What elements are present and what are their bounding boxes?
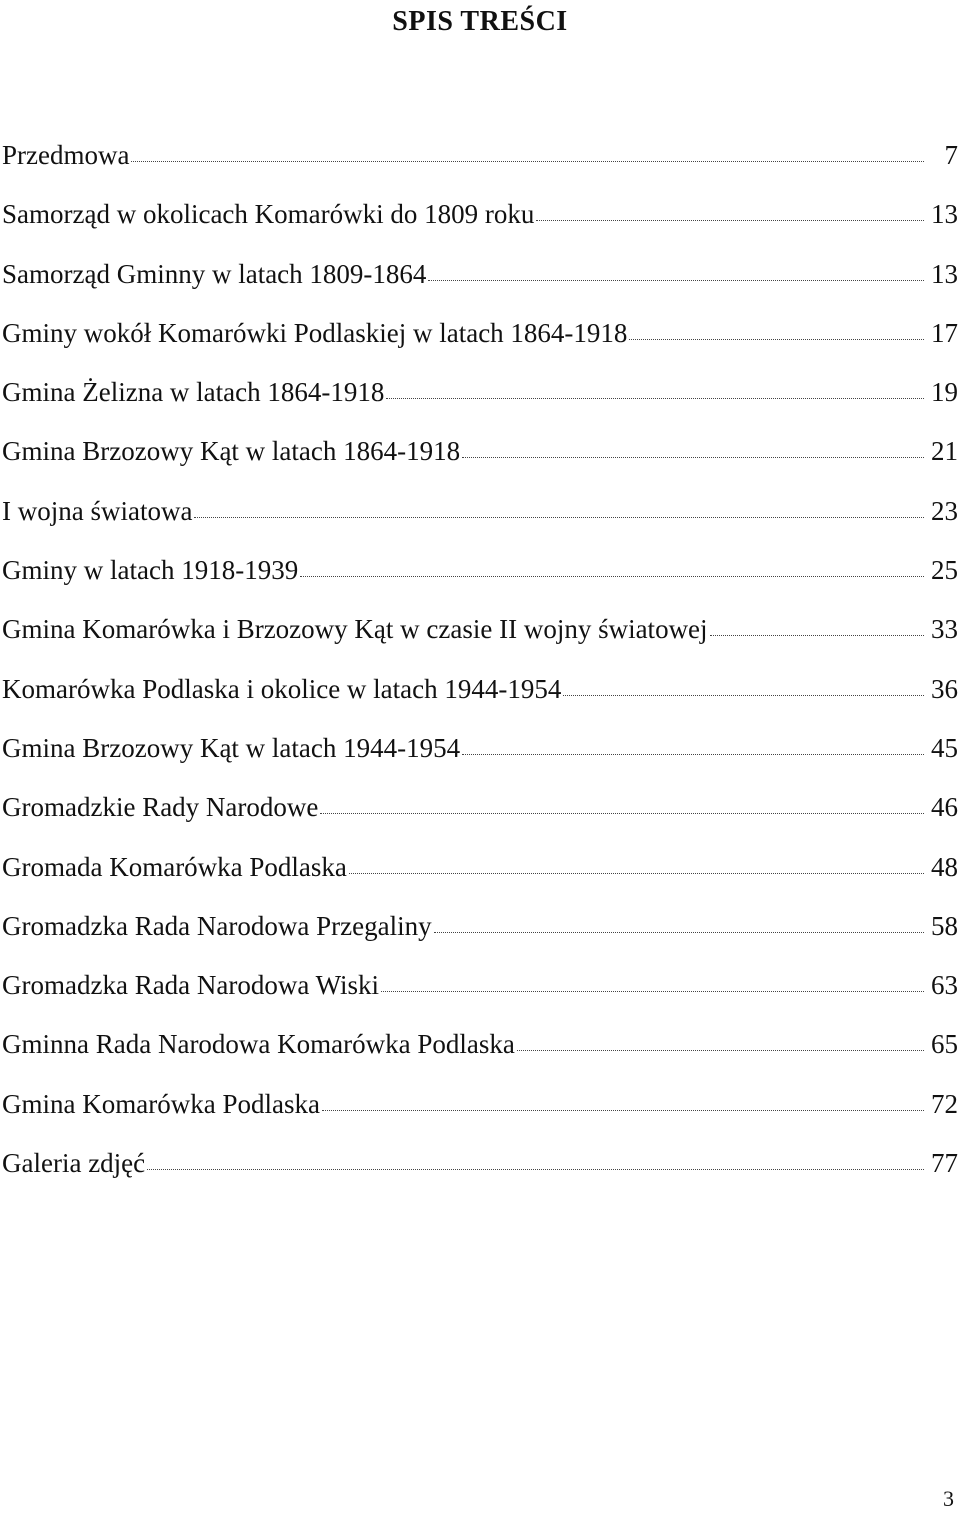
dot-leader [322,1110,924,1111]
dot-leader [381,991,924,992]
dot-leader [320,813,924,814]
dot-leader [349,873,924,874]
toc-entry[interactable] [2,725,958,784]
toc-entry-page: 33 [931,614,958,645]
toc-entry-label: Gmina Brzozowy Kąt w latach 1864-1918 [2,436,461,467]
toc-entry-label: Gmina Żelizna w latach 1864-1918 [2,377,385,408]
toc-entry-page: 46 [931,792,958,823]
toc-entry[interactable] [2,547,958,606]
toc-entry-label: Gromadzka Rada Narodowa Wiski [2,970,380,1001]
toc-entry-page: 7 [944,140,958,170]
dot-leader [386,398,924,399]
toc-entry-page: 77 [931,1148,958,1179]
dot-leader [462,457,924,458]
dot-leader [517,1050,924,1051]
dot-leader [194,517,924,518]
toc-entry-page: 25 [931,555,958,586]
toc-entry[interactable] [2,369,958,428]
toc-entry-page: 45 [931,732,958,763]
toc-entry[interactable] [2,1140,958,1199]
toc-entry[interactable] [2,488,958,547]
dot-leader [629,339,924,340]
toc-entry[interactable] [2,962,958,1021]
dot-leader [300,576,924,577]
toc-entry-page: 48 [931,851,958,882]
dot-leader [563,695,924,696]
toc-entry[interactable] [2,251,958,310]
toc-entry-label: Gminy wokół Komarówki Podlaskiej w latach 1864-1918 [2,317,628,348]
dot-leader [428,280,924,281]
toc-entry[interactable] [2,1081,958,1140]
toc-entry-page: 21 [931,436,958,467]
dot-leader [710,635,924,636]
table-of-contents [2,132,958,1199]
toc-entry-label: Przedmowa [2,140,130,170]
toc-entry[interactable] [2,428,958,487]
toc-entry-label: Gminna Rada Narodowa Komarówka Podlaska [2,1029,515,1060]
toc-entry-label: Gmina Brzozowy Kąt w latach 1944-1954 [2,732,461,763]
toc-entry[interactable] [2,844,958,903]
toc-entry[interactable] [2,191,958,250]
toc-entry-page: 13 [931,199,958,230]
toc-entry[interactable] [2,606,958,665]
toc-entry-label: Gromada Komarówka Podlaska [2,851,347,882]
toc-entry-label: Komarówka Podlaska i okolice w latach 1944-1954 [2,673,562,704]
toc-entry-page: 19 [931,377,958,408]
toc-entry[interactable] [2,1021,958,1080]
toc-entry-label: Gmina Komarówka i Brzozowy Kąt w czasie II wojny światowej [2,614,708,645]
toc-entry[interactable] [2,132,958,191]
toc-entry-label: Gromadzka Rada Narodowa Przegaliny [2,910,432,941]
dot-leader [131,161,924,162]
toc-entry-label: Gromadzkie Rady Narodowe [2,792,319,823]
toc-entry-label: Samorząd w okolicach Komarówki do 1809 roku [2,199,535,230]
page-title: SPIS TREŚCI [392,6,568,37]
toc-entry-label: I wojna światowa [2,495,193,526]
toc-entry-page: 13 [931,258,958,289]
toc-entry-page: 36 [931,673,958,704]
toc-entry[interactable] [2,903,958,962]
dot-leader [434,932,924,933]
toc-entry[interactable] [2,666,958,725]
toc-entry-label: Galeria zdjęć [2,1148,146,1179]
dot-leader [147,1169,924,1170]
toc-entry-page: 23 [931,495,958,526]
toc-entry-label: Gminy w latach 1918-1939 [2,555,299,586]
toc-entry-page: 63 [931,970,958,1001]
dot-leader [462,754,924,755]
toc-entry-page: 58 [931,910,958,941]
toc-entry-page: 17 [931,317,958,348]
toc-entry-page: 72 [931,1088,958,1119]
dot-leader [536,220,924,221]
toc-entry-page: 65 [931,1029,958,1060]
toc-entry[interactable] [2,310,958,369]
page-number: 3 [943,1486,954,1511]
toc-entry-label: Samorząd Gminny w latach 1809-1864 [2,258,427,289]
toc-entry-label: Gmina Komarówka Podlaska [2,1088,320,1119]
toc-entry[interactable] [2,784,958,843]
